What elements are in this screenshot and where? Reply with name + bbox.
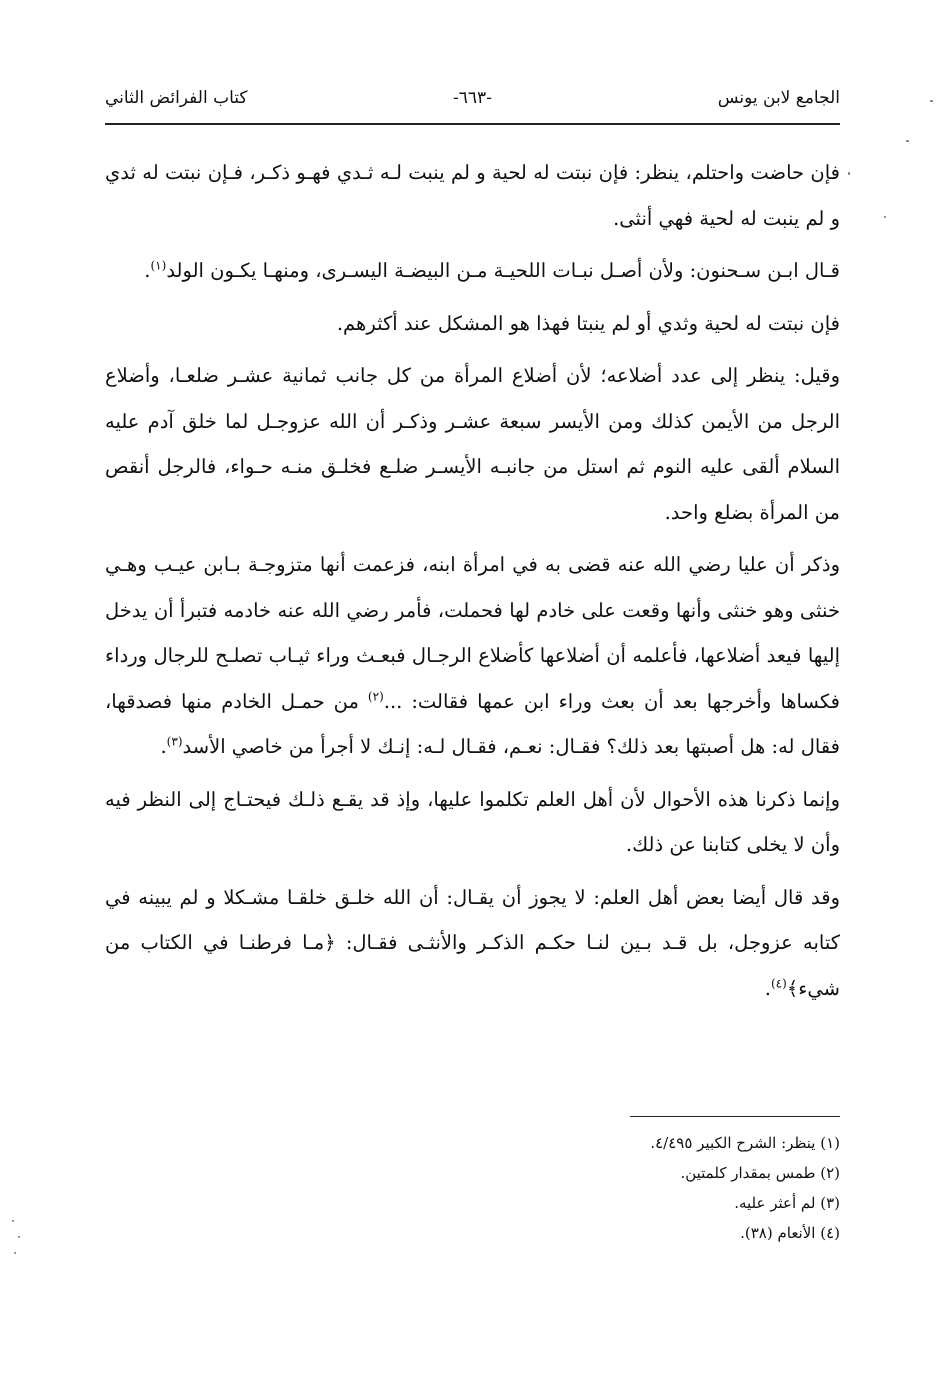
footnote: (٢) طمس بمقدار كلمتين.: [680, 1164, 840, 1182]
header-rule: [105, 123, 840, 125]
main-text: [105, 150, 840, 1011]
footnote: (٣) لم أعثر عليه.: [734, 1194, 840, 1212]
scan-speck: [906, 140, 909, 142]
footnote: (٤) الأنعام (٣٨).: [740, 1224, 840, 1242]
scan-speck: [12, 1220, 14, 1222]
scan-speck: [848, 172, 850, 175]
footnote-marker: (٣): [166, 734, 183, 749]
page-number: -٦٦٣-: [453, 88, 492, 108]
book-title: الجامع لابن يونس: [717, 88, 840, 108]
paragraph: وإنما ذكرنا هذه الأحوال لأن أهل العلم تكلموا عليها، وإذ قد يقـع ذلـك فيحتـاج إلى النظر فيه وأن لا يخلى كتابنا عن ذلك.: [105, 787, 840, 856]
footnote-marker: (٤): [770, 976, 787, 990]
footnote-marker: (٢): [367, 689, 384, 703]
footnote-rule: [630, 1116, 840, 1117]
paragraph: وذكر أن عليا رضي الله عنه قضى به في امرأة ابنه، فزعمت أنها متزوجـة بـابن عيـب وهـي خنثى وهو خنثى وأنها وقعت على خادم لها فحملت، فأمر رضي الله عنه خادمه فتبرأ أن يدخل إليها فيعد أضلاعها، فأعلمه أن أضلاعها كأضلاع الرجـال فبعـث وراء ثيـاب تصلـح للرجال ورداء فكساها وأخرجها بعد أن بعث وراء ابن عمها فقالت: ...$^{(٢)}$ من حمـل الخادم منها فصدقها، فقال له: هل أصبتها بعد ذلك؟ فقـال: نعـم، فقـال لـه: إنـك لا أجرأ من خاصي الأسد$^{(٣)}$.: [105, 553, 840, 758]
paragraph: قـال ابـن سـحنون: ولأن أصـل نبـات اللحيـة مـن البيضـة اليسـرى، ومنهـا يكـون الولد$^{(١)}$.: [144, 258, 840, 282]
paragraph: وقد قال أيضا بعض أهل العلم: لا يجوز أن يقـال: أن الله خلـق خلقـا مشـكلا و لم يبينه في كتابه عزوجل، بل قـد بـين لنـا حكـم الذكـر والأنثـى فقـال: ﴿مـا فرطنـا في الكتاب من شيء﴾$^{(٤)}$.: [105, 885, 840, 1000]
scan-speck: [884, 216, 886, 218]
section-title: كتاب الفرائض الثاني: [105, 88, 248, 108]
footnote-marker: (١): [150, 258, 167, 273]
footnotes: [240, 1128, 840, 1248]
scan-speck: [14, 1252, 16, 1254]
footnote: (١) ينظر: الشرح الكبير ٤/٤٩٥.: [650, 1134, 840, 1152]
scan-speck: [18, 1236, 20, 1238]
running-header: [105, 88, 840, 118]
scan-speck: [930, 100, 933, 102]
paragraph: فإن نبتت له لحية وثدي أو لم ينبتا فهذا هو المشكل عند أكثرهم.: [336, 311, 840, 335]
paragraph: فإن حاضت واحتلم، ينظر: فإن نبتت له لحية و لم ينبت لـه ثـدي فهـو ذكـر، فـإن نبتت له ثدي و لم ينبت له لحية فهي أنثى.: [105, 161, 840, 230]
paragraph: وقيل: ينظر إلى عدد أضلاعه؛ لأن أضلاع المرأة من كل جانب ثمانية عشـر ضلعـا، وأضلاع الرجل من الأيمن كذلك ومن الأيسر سبعة عشـر وذكـر أن الله عزوجـل لما خلق آدم عليه السلام ألقى عليه النوم ثم استل من جانبـه الأيسـر ضلـع فخلـق منـه حـواء، فالرجل أنقص من المرأة بضلع واحد.: [105, 364, 840, 524]
